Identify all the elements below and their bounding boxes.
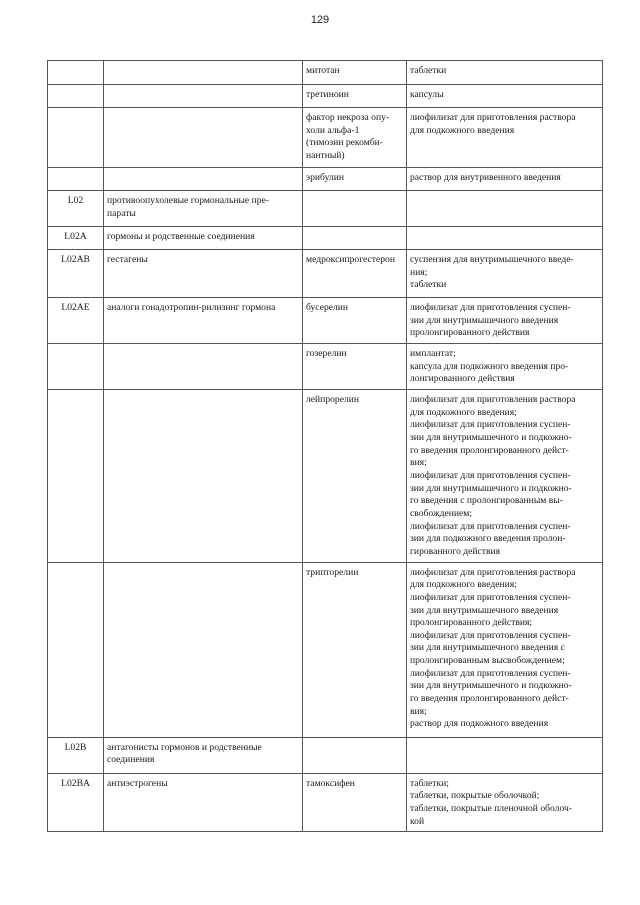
group-name-cell	[104, 108, 303, 168]
dosage-form-cell: суспензия для внутримышечного введе- ния; таблетки	[407, 250, 603, 298]
dosage-form-cell: лиофилизат для приготовления раствора для подкожного введения; лиофилизат для приготовления суспен- зии для внутримышечного и подкожно- го введения пролонгированного дейст- вия; лиофилизат для приготовления суспен- зии для внутримышечного и подкожно- го введения с пролонгированным вы- свобождением; лиофилизат для приготовления суспен- зии для подкожного введения пролон- гированного действия	[407, 390, 603, 563]
dosage-form-cell: лиофилизат для приготовления раствора для подкожного введения	[407, 108, 603, 168]
substance-name-cell: эрибулин	[303, 168, 407, 191]
atc-code-cell: L02B	[48, 737, 104, 773]
atc-code-cell: L02AB	[48, 250, 104, 298]
dosage-form-cell: лиофилизат для приготовления суспен- зии для внутримышечного введения пролонгированного действия	[407, 298, 603, 344]
atc-code-cell	[48, 344, 104, 390]
group-name-cell	[104, 390, 303, 563]
atc-code-cell	[48, 85, 104, 108]
substance-name-cell: фактор некроза опу- холи альфа-1 (тимозин рекомби- нантный)	[303, 108, 407, 168]
atc-code-cell	[48, 108, 104, 168]
atc-code-cell	[48, 61, 104, 85]
group-name-cell: антагонисты гормонов и родственные соединения	[104, 737, 303, 773]
group-name-cell: антиэстрогены	[104, 773, 303, 832]
substance-name-cell: гозерелин	[303, 344, 407, 390]
table-row	[48, 108, 603, 168]
dosage-form-cell: таблетки; таблетки, покрытые оболочкой; таблетки, покрытые пленочной оболоч- кой	[407, 773, 603, 832]
atc-code-cell: L02	[48, 191, 104, 227]
dosage-form-cell	[407, 737, 603, 773]
group-name-cell	[104, 61, 303, 85]
substance-name-cell	[303, 191, 407, 227]
table-row	[48, 390, 603, 563]
group-name-cell	[104, 344, 303, 390]
page-number: 129	[310, 14, 330, 26]
group-name-cell	[104, 85, 303, 108]
atc-code-cell: L02A	[48, 227, 104, 250]
group-name-cell: аналоги гонадотропин-рилизинг гормона	[104, 298, 303, 344]
substance-name-cell	[303, 227, 407, 250]
substance-name-cell: третиноин	[303, 85, 407, 108]
drug-table	[47, 60, 603, 832]
dosage-form-cell: имплантат; капсула для подкожного введения про- лонгированного действия	[407, 344, 603, 390]
atc-code-cell	[48, 168, 104, 191]
substance-name-cell	[303, 737, 407, 773]
table-row	[48, 562, 603, 737]
table-row	[48, 773, 603, 832]
substance-name-cell: митотан	[303, 61, 407, 85]
atc-code-cell: L02BA	[48, 773, 104, 832]
drug-table-body	[48, 61, 603, 832]
dosage-form-cell	[407, 191, 603, 227]
table-row	[48, 250, 603, 298]
atc-code-cell	[48, 390, 104, 563]
table-row	[48, 344, 603, 390]
substance-name-cell: лейпрорелин	[303, 390, 407, 563]
table-row	[48, 737, 603, 773]
dosage-form-cell: капсулы	[407, 85, 603, 108]
substance-name-cell: медроксипрогестерон	[303, 250, 407, 298]
dosage-form-cell	[407, 227, 603, 250]
table-row	[48, 168, 603, 191]
substance-name-cell: трипторелин	[303, 562, 407, 737]
group-name-cell	[104, 562, 303, 737]
table-row	[48, 61, 603, 85]
dosage-form-cell: лиофилизат для приготовления раствора для подкожного введения; лиофилизат для приготовления суспен- зии для внутримышечного введения пролонгированного действия; лиофилизат для приготовления суспен- зии для внутримышечного введения с пролонгированным высвобождением; лиофилизат для приготовления суспен- зии для внутримышечного и подкожно- го введения пролонгированного дейст- вия; раствор для подкожного введения	[407, 562, 603, 737]
atc-code-cell: L02AE	[48, 298, 104, 344]
group-name-cell: гестагены	[104, 250, 303, 298]
table-row	[48, 85, 603, 108]
dosage-form-cell: таблетки	[407, 61, 603, 85]
substance-name-cell: бусерелин	[303, 298, 407, 344]
group-name-cell: противоопухолевые гормональные пре- параты	[104, 191, 303, 227]
atc-code-cell	[48, 562, 104, 737]
group-name-cell: гормоны и родственные соединения	[104, 227, 303, 250]
substance-name-cell: тамоксифен	[303, 773, 407, 832]
group-name-cell	[104, 168, 303, 191]
table-row	[48, 227, 603, 250]
table-row	[48, 191, 603, 227]
table-row	[48, 298, 603, 344]
dosage-form-cell: раствор для внутривенного введения	[407, 168, 603, 191]
